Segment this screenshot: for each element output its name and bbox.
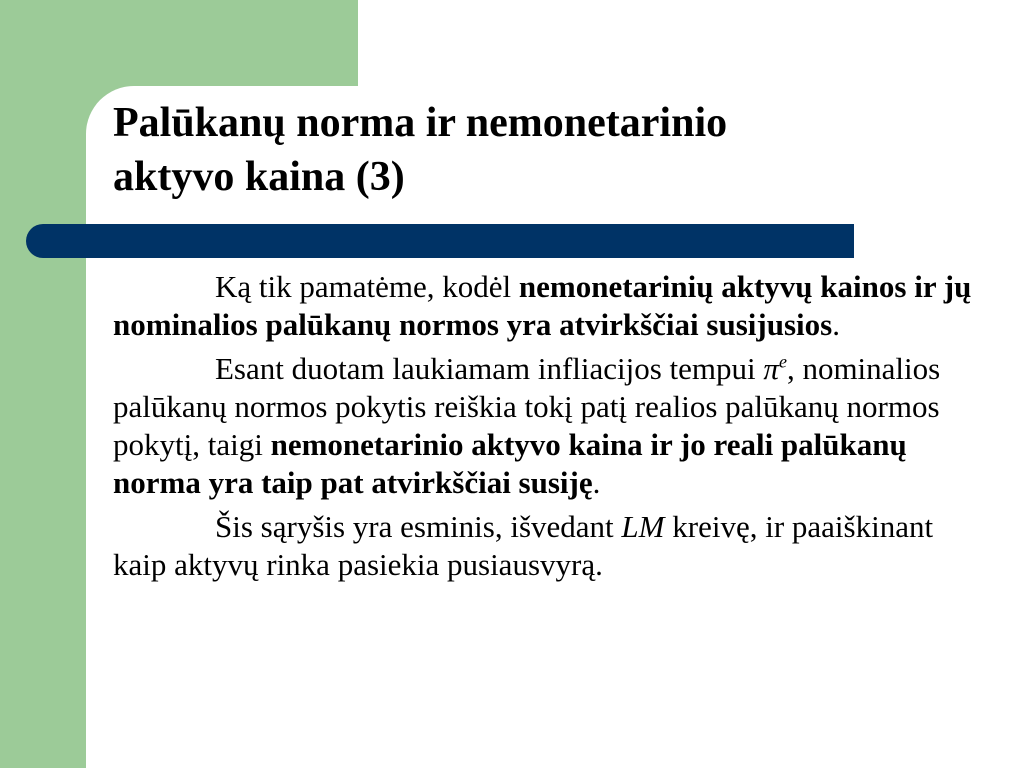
slide-body bbox=[113, 268, 993, 590]
slide-title bbox=[113, 96, 993, 204]
p1-period: . bbox=[832, 307, 840, 342]
title-line-2: aktyvo kaina (3) bbox=[113, 154, 405, 200]
p2-text: Esant duotam laukiamam infliacijos tempui bbox=[215, 351, 764, 386]
decorative-blue-bar bbox=[26, 224, 854, 258]
p2-bold-text: nemonetarinio aktyvo kaina ir jo reali palūkanų norma yra taip pat atvirkščiai susiję bbox=[113, 427, 907, 500]
title-line-1: Palūkanų norma ir nemonetarinio bbox=[113, 100, 728, 146]
p3-text-continued: kreivę, ir paaiškinant kaip aktyvų rinka pasiekia pusiausvyrą. bbox=[113, 509, 934, 582]
p1-text: Ką tik pamatėme, kodėl bbox=[215, 269, 519, 304]
paragraph-1 bbox=[113, 268, 993, 344]
lm-term: LM bbox=[621, 509, 665, 544]
p2-period: . bbox=[592, 465, 601, 500]
p1-bold-text: nemonetarinių aktyvų kainos ir jų nominalios palūkanų normos yra atvirkščiai susijusios bbox=[113, 269, 972, 342]
paragraph-2 bbox=[113, 350, 993, 502]
expectation-superscript: e bbox=[778, 351, 787, 372]
paragraph-3 bbox=[113, 508, 993, 584]
p2-text-continued: , nominalios palūkanų normos pokytis reiškia tokį patį realios palūkanų normos pokytį, taigi bbox=[113, 351, 941, 462]
pi-symbol: π bbox=[763, 351, 779, 386]
p3-text: Šis sąryšis yra esminis, išvedant bbox=[215, 509, 622, 544]
